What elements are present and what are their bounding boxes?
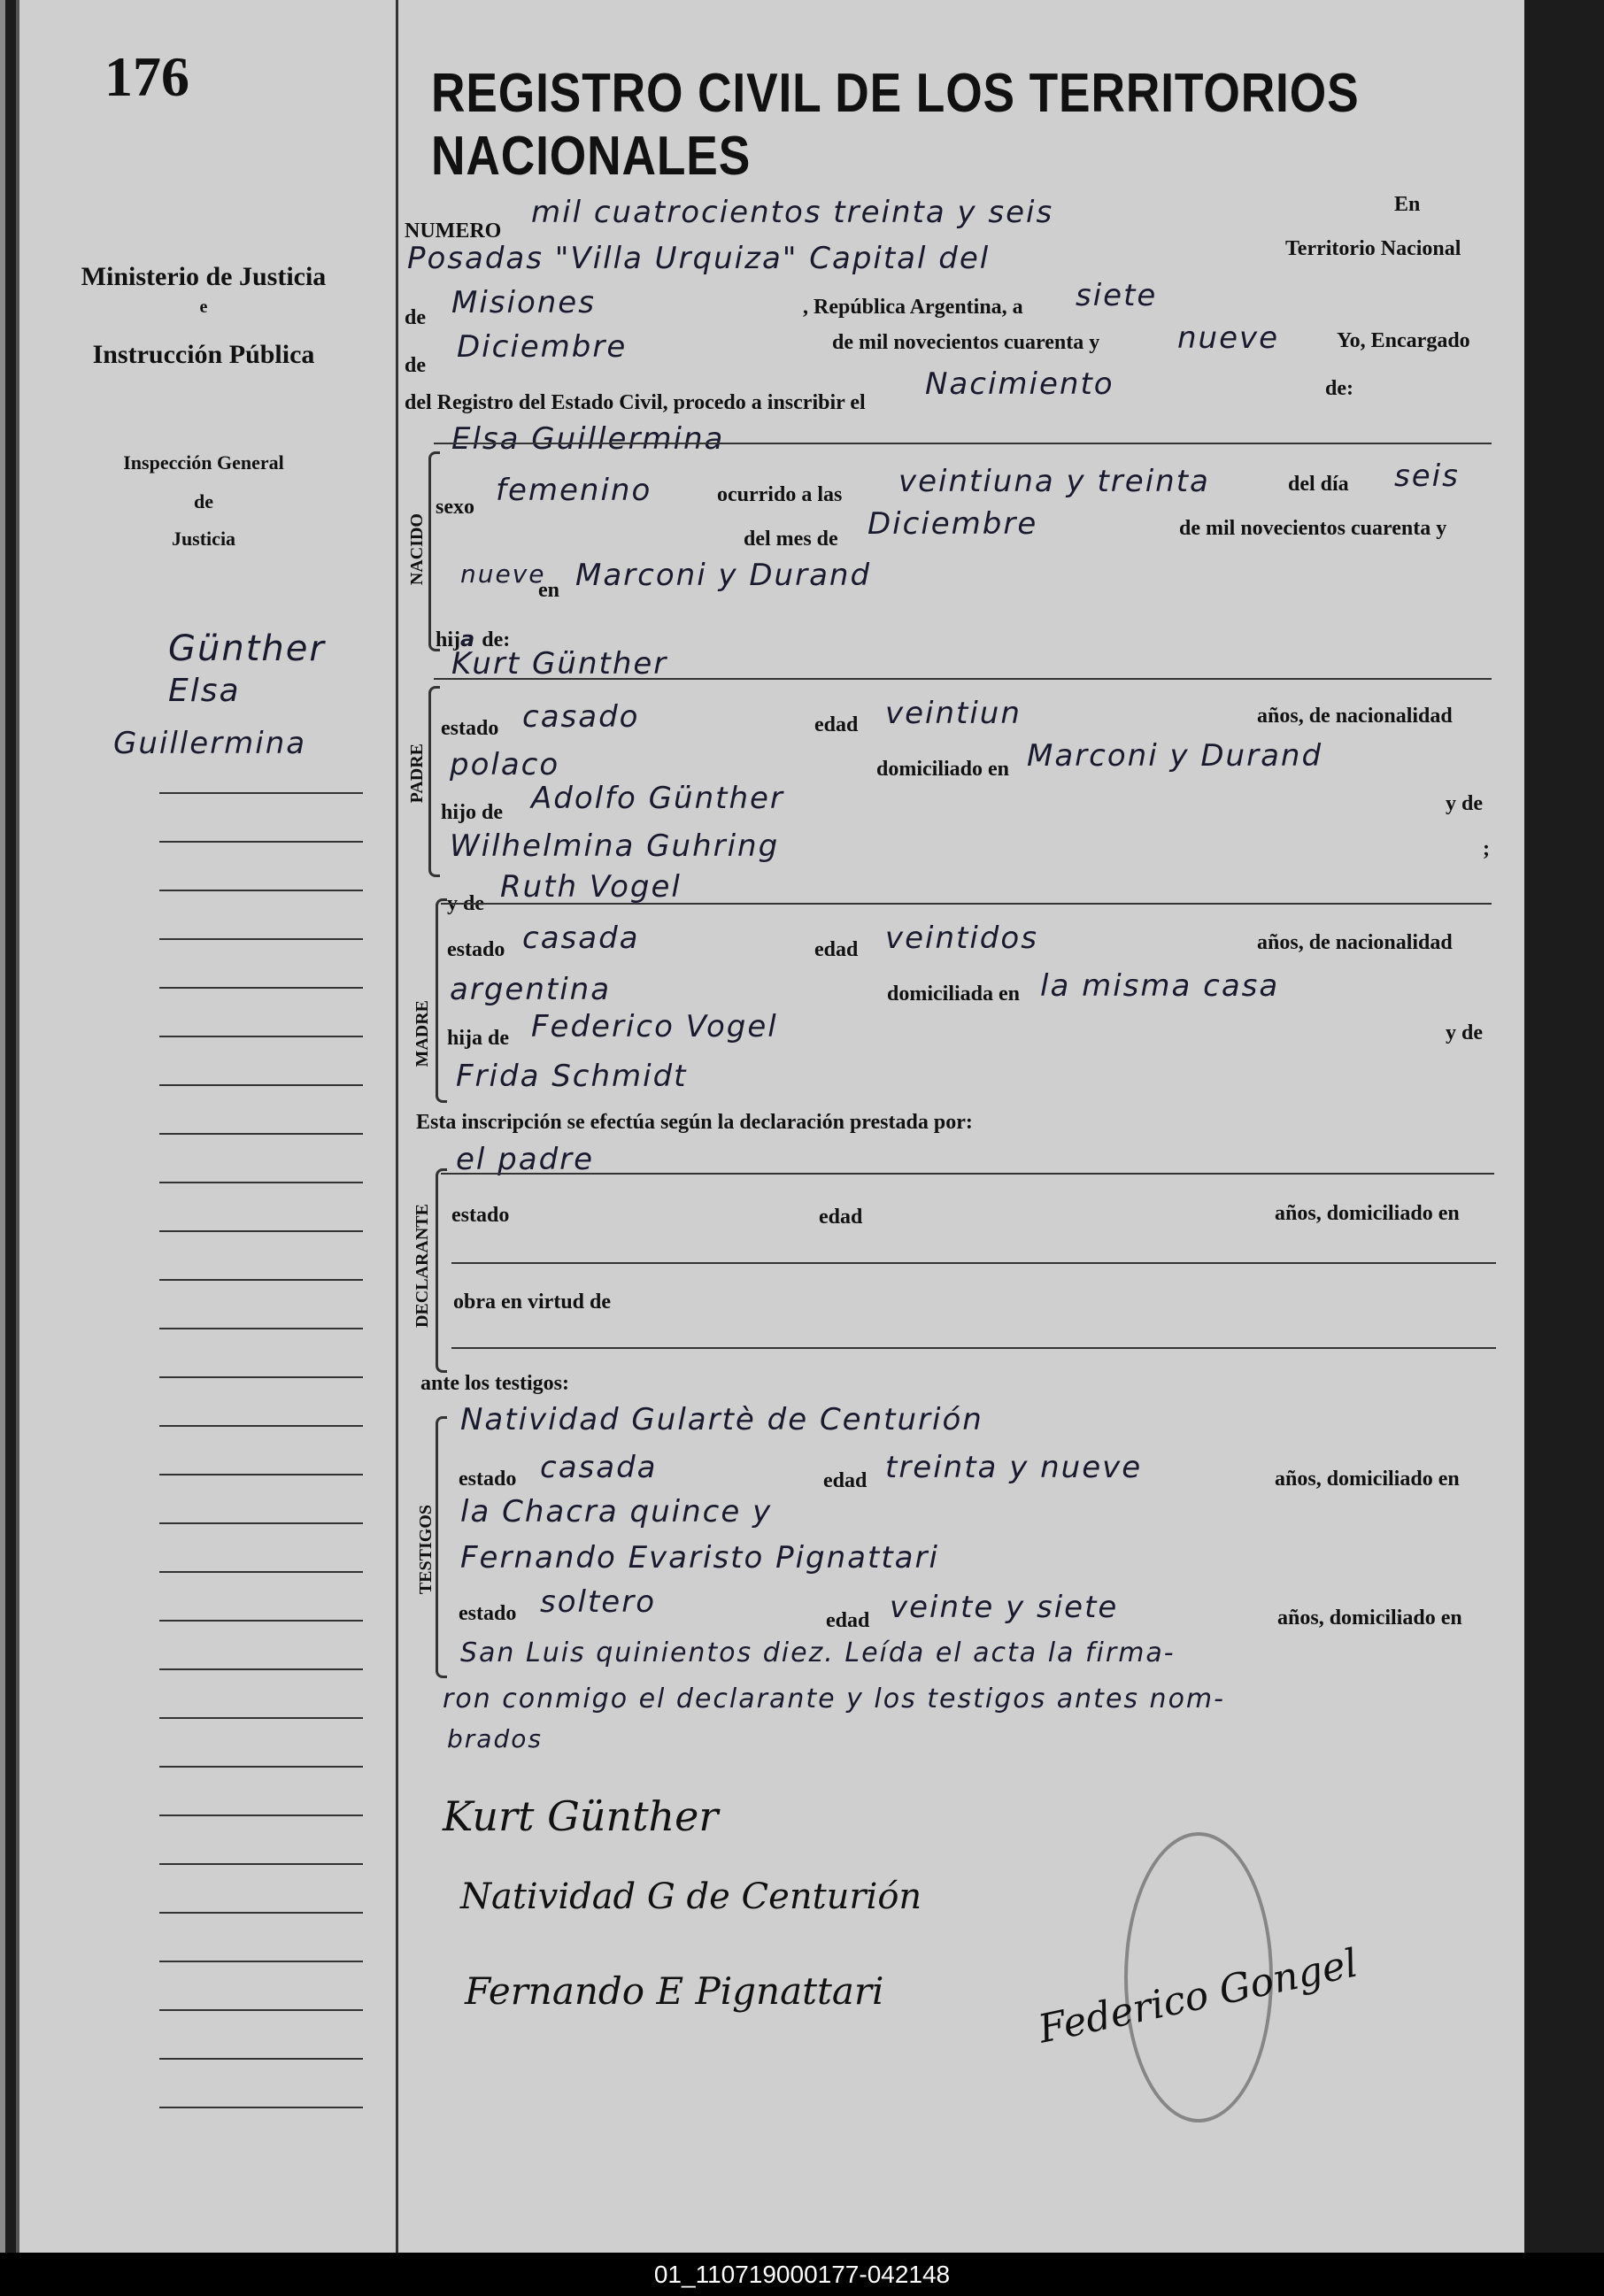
declarante-anos-label: años, domiciliado en <box>1275 1202 1460 1225</box>
nombre-value: Elsa Guillermina <box>451 421 725 457</box>
padre-nac-value: polaco <box>450 747 560 782</box>
registro-label: del Registro del Estado Civil, procedo a inscribir el <box>405 391 866 414</box>
madre-nac-value: argentina <box>450 972 612 1007</box>
padre-y-de-label: y de <box>1446 792 1483 815</box>
en2-label: en <box>538 579 559 602</box>
de-label: de <box>405 306 426 329</box>
declarante-edad-label: edad <box>819 1206 863 1229</box>
declaracion-label: Esta inscripción se efectúa según la declaración prestada por: <box>416 1111 973 1134</box>
ministry-line6: Justicia <box>171 528 236 550</box>
padre-hijo-de-value: Adolfo Günther <box>531 781 784 816</box>
dia-letras-value: siete <box>1076 278 1158 313</box>
book-edge <box>0 0 5 2253</box>
hijo-label: hija de: <box>436 627 511 651</box>
declarante-estado-label: estado <box>451 1204 510 1227</box>
declarante-rule <box>441 1173 1494 1175</box>
anio-value: nueve <box>1177 320 1280 356</box>
de3-label: de: <box>1325 377 1353 400</box>
mes2-value: Diciembre <box>868 506 1038 542</box>
padre-estado-label: estado <box>441 717 499 740</box>
madre-estado-value: casada <box>522 921 640 956</box>
ministry-line2: e <box>199 297 208 317</box>
testigo1-edad-value: treinta y nueve <box>885 1450 1143 1485</box>
madre-y-de-label2: y de <box>1446 1021 1483 1044</box>
testigo1-value: Natividad Gulartè de Centurión <box>460 1402 983 1437</box>
padre-dom-value: Marconi y Durand <box>1027 738 1323 774</box>
mil-nov2-label: de mil novecientos cuarenta y <box>1179 517 1447 540</box>
cierre1-value: ron conmigo el declarante y los testigos antes nom- <box>443 1683 1225 1714</box>
madre-anos-label: años, de nacionalidad <box>1257 931 1453 954</box>
lugar-value: Posadas "Villa Urquiza" Capital del <box>407 241 991 276</box>
padre-hijo-de-label: hijo de <box>441 801 504 824</box>
obra-line <box>451 1347 1496 1349</box>
anio2-value: nueve <box>460 559 546 589</box>
padre-vertical-label: PADRE <box>407 744 427 804</box>
nacido-brace <box>428 451 440 651</box>
margin-note-surname: Günther <box>168 628 326 669</box>
testigo2-estado-label: estado <box>459 1602 517 1625</box>
testigo1-dom-value: la Chacra quince y <box>460 1494 773 1529</box>
nacido-vertical-label: NACIDO <box>407 513 427 586</box>
mes-value: Diciembre <box>457 329 628 365</box>
numero-value: mil cuatrocientos treinta y seis <box>531 195 1054 230</box>
territorio-value: Misiones <box>451 285 596 320</box>
declarante-brace <box>436 1168 447 1373</box>
madre-estado-label: estado <box>447 938 505 961</box>
madre-vertical-label: MADRE <box>413 1000 432 1067</box>
republica-label: , República Argentina, a <box>803 296 1023 319</box>
document-title: REGISTRO CIVIL DE LOS TERRITORIOS NACIONALES <box>431 63 1360 187</box>
padre-rule <box>434 678 1492 680</box>
numero-label: NUMERO <box>405 220 502 243</box>
testigo2-edad-value: veinte y siete <box>890 1590 1119 1625</box>
madre-dom-value: la misma casa <box>1040 968 1280 1004</box>
testigo2-dom-value: San Luis quinientos diez. Leída el acta la firma- <box>460 1637 1176 1668</box>
declarante-vertical-label: DECLARANTE <box>413 1204 432 1329</box>
padre-brace <box>428 686 440 877</box>
testigo1-anos-label: años, domiciliado en <box>1275 1468 1460 1491</box>
padre-dom-label: domiciliado en <box>876 758 1010 781</box>
sexo-value: femenino <box>496 473 652 508</box>
testigos-brace <box>436 1416 447 1678</box>
signature-testigo1: Natividad G de Centurión <box>460 1876 922 1917</box>
hora-value: veintiuna y treinta <box>898 464 1210 499</box>
nombre-rule <box>434 443 1492 444</box>
del-dia-label: del día <box>1288 473 1349 496</box>
padre-edad-value: veintiun <box>885 696 1022 731</box>
testigos-label: ante los testigos: <box>420 1372 569 1395</box>
padre-madre-value: Wilhelmina Guhring <box>450 828 780 864</box>
mil-novecientos-label: de mil novecientos cuarenta y <box>832 331 1100 354</box>
signature-encargado: Federico Gongel <box>1034 1940 1362 2053</box>
ocurrido-label: ocurrido a las <box>717 483 843 506</box>
cierre2-value: brados <box>447 1724 543 1753</box>
ministry-line1: Ministerio de Justicia <box>81 262 327 291</box>
testigos-vertical-label: TESTIGOS <box>416 1505 436 1595</box>
madre-rule <box>441 903 1492 905</box>
territorio-label: Territorio Nacional <box>1285 237 1461 260</box>
signature-testigo2: Fernando E Pignattari <box>465 1969 884 2013</box>
padre-estado-value: casado <box>522 699 640 735</box>
margin-note-name2: Guillermina <box>113 726 307 761</box>
padre-value: Kurt Günther <box>451 646 668 682</box>
padre-edad-label: edad <box>814 713 859 736</box>
testigo1-estado-label: estado <box>459 1468 517 1491</box>
madre-edad-label: edad <box>814 938 859 961</box>
testigo1-edad-label: edad <box>823 1469 868 1492</box>
ministry-line5: de <box>194 490 213 512</box>
declarante-value: el padre <box>456 1142 595 1177</box>
yo-label: Yo, Encargado <box>1337 329 1470 352</box>
dia-value: seis <box>1394 458 1460 494</box>
acto-value: Nacimiento <box>925 366 1114 402</box>
ministry-line4: Inspección General <box>123 451 284 474</box>
madre-hija-de-value: Federico Vogel <box>531 1009 778 1044</box>
madre-value: Ruth Vogel <box>500 869 682 905</box>
padre-anos-label: años, de nacionalidad <box>1257 705 1453 728</box>
testigo1-estado-value: casada <box>540 1450 658 1485</box>
de2-label: de <box>405 354 426 377</box>
declarante-line <box>451 1262 1496 1264</box>
margin-note-name: Elsa <box>168 673 241 709</box>
madre-y-de-label: y de <box>447 892 484 915</box>
signature-declarante: Kurt Günther <box>443 1792 719 1840</box>
lugar-nac-value: Marconi y Durand <box>575 558 872 593</box>
padre-semicolon: ; <box>1483 837 1490 860</box>
en-label: En <box>1394 193 1421 216</box>
madre-edad-value: veintidos <box>885 921 1038 956</box>
left-margin-column <box>55 0 398 2253</box>
folio-number: 176 <box>104 45 189 108</box>
testigo2-estado-value: soltero <box>540 1584 656 1620</box>
sexo-label: sexo <box>436 496 474 519</box>
obra-label: obra en virtud de <box>453 1291 612 1314</box>
del-mes-label: del mes de <box>744 528 838 551</box>
ministry-line3: Instrucción Pública <box>92 340 315 369</box>
madre-hija-de-label: hija de <box>447 1027 510 1050</box>
testigo2-anos-label: años, domiciliado en <box>1277 1606 1462 1630</box>
testigo2-edad-label: edad <box>826 1609 870 1632</box>
madre-dom-label: domiciliada en <box>887 982 1021 1005</box>
madre-madre-value: Frida Schmidt <box>456 1059 688 1094</box>
testigo2-value: Fernando Evaristo Pignattari <box>460 1540 939 1576</box>
image-id-footer: 01_110719000177-042148 <box>0 2253 1604 2296</box>
madre-brace <box>436 898 447 1103</box>
